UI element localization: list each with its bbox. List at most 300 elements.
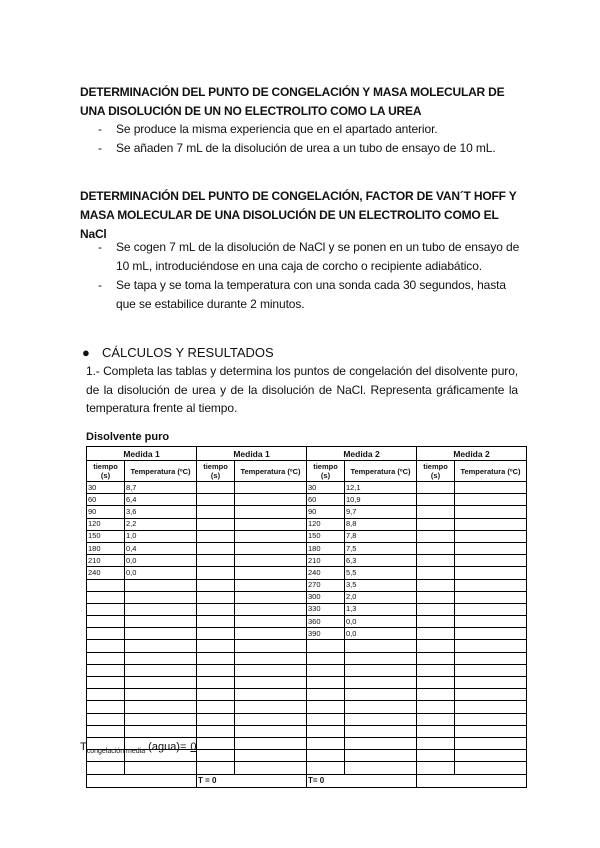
time-cell — [197, 737, 235, 749]
table-row — [417, 725, 527, 737]
time-cell — [87, 677, 125, 689]
table-row — [417, 567, 527, 579]
temperature-cell — [125, 701, 197, 713]
time-cell — [87, 689, 125, 701]
temperature-cell — [235, 701, 307, 713]
temperature-cell — [455, 482, 527, 494]
time-cell — [197, 494, 235, 506]
table-row — [417, 652, 527, 664]
temperature-cell — [125, 713, 197, 725]
table-row — [307, 482, 417, 494]
col-header-temperatura: Temperatura (ºC) — [455, 461, 527, 482]
table-row — [197, 725, 307, 737]
data-table-2 — [196, 446, 307, 788]
temperature-cell — [455, 518, 527, 530]
time-cell — [417, 664, 455, 676]
temperature-cell — [455, 567, 527, 579]
temperature-cell — [345, 640, 417, 652]
time-cell: 30 — [87, 482, 125, 494]
time-cell — [87, 713, 125, 725]
time-cell — [197, 725, 235, 737]
table-row — [417, 640, 527, 652]
temperature-cell — [455, 591, 527, 603]
temperature-cell — [345, 713, 417, 725]
temperature-cell — [455, 750, 527, 762]
section2-title: DETERMINACIÓN DEL PUNTO DE CONGELACIÓN, FACTOR DE VAN´T HOFF Y MASA MOLECULAR DE UNA DISOLUCIÓN DE UN ELECTROLITO COMO EL NaCl — [80, 189, 517, 241]
table-row — [197, 640, 307, 652]
time-cell: 30 — [307, 482, 345, 494]
temperature-cell: 1,3 — [345, 603, 417, 615]
temperature-cell — [455, 640, 527, 652]
table-row — [197, 762, 307, 774]
col-header-tiempo: tiempo (s) — [307, 461, 345, 482]
calc-instructions: 1.- Completa las tablas y determina los puntos de congelación del disolvente puro, de la disolución de urea y de la disolución de NaCl. Representa gráficamente la temperatura frente al tiempo. — [86, 364, 518, 415]
temperature-cell — [125, 603, 197, 615]
time-cell — [417, 737, 455, 749]
time-cell — [417, 482, 455, 494]
table-row — [197, 750, 307, 762]
table-row — [87, 591, 197, 603]
time-cell — [197, 762, 235, 774]
temperature-cell — [125, 664, 197, 676]
table-row — [307, 640, 417, 652]
time-cell — [87, 701, 125, 713]
table-row — [87, 689, 197, 701]
table-title: Medida 1 — [197, 447, 307, 461]
table-row — [197, 616, 307, 628]
temperature-cell: 0,4 — [125, 542, 197, 554]
temperature-cell — [455, 713, 527, 725]
temperature-cell — [235, 579, 307, 591]
temperature-cell — [455, 628, 527, 640]
table-row — [417, 591, 527, 603]
table-row — [417, 750, 527, 762]
table-row — [197, 591, 307, 603]
table-row — [307, 591, 417, 603]
time-cell — [197, 555, 235, 567]
time-cell — [197, 652, 235, 664]
time-cell — [307, 652, 345, 664]
time-cell — [417, 725, 455, 737]
table-row — [87, 664, 197, 676]
table-title: Medida 2 — [417, 447, 527, 461]
temperature-cell — [235, 725, 307, 737]
table-row — [197, 506, 307, 518]
time-cell — [417, 628, 455, 640]
col-header-temperatura: Temperatura (ºC) — [125, 461, 197, 482]
temperature-cell: 8,7 — [125, 482, 197, 494]
time-cell — [307, 725, 345, 737]
list-item: - Se tapa y se toma la temperatura con una sonda cada 30 segundos, hasta que se estabilice durante 2 minutos. — [98, 278, 506, 311]
time-cell: 210 — [87, 555, 125, 567]
table-row — [197, 530, 307, 542]
temperature-cell — [455, 579, 527, 591]
temperature-cell — [125, 762, 197, 774]
section2-list — [80, 238, 520, 314]
time-cell — [417, 640, 455, 652]
data-table-1 — [86, 446, 197, 788]
section1-title: DETERMINACIÓN DEL PUNTO DE CONGELACIÓN Y MASA MOLECULAR DE UNA DISOLUCIÓN DE UN NO ELECTROLITO COMO LA UREA — [80, 85, 505, 118]
table-row — [87, 701, 197, 713]
temperature-cell: 8,8 — [345, 518, 417, 530]
temperature-cell — [455, 555, 527, 567]
temperature-cell — [455, 725, 527, 737]
time-cell — [197, 689, 235, 701]
temperature-cell — [235, 616, 307, 628]
table-row — [417, 603, 527, 615]
table-row — [87, 762, 197, 774]
table-row — [197, 518, 307, 530]
temperature-cell — [235, 518, 307, 530]
temperature-cell — [455, 506, 527, 518]
table-footer — [87, 774, 197, 787]
temperature-cell: 6,4 — [125, 494, 197, 506]
table-row — [87, 652, 197, 664]
temperature-cell — [235, 762, 307, 774]
table-title: Medida 1 — [87, 447, 197, 461]
time-cell: 180 — [87, 542, 125, 554]
col-header-tiempo: tiempo (s) — [197, 461, 235, 482]
table-row — [87, 603, 197, 615]
temperature-cell — [235, 506, 307, 518]
time-cell — [417, 689, 455, 701]
table-row — [307, 518, 417, 530]
table-row — [307, 555, 417, 567]
table-row — [197, 713, 307, 725]
table-row — [197, 628, 307, 640]
table-row — [417, 737, 527, 749]
time-cell: 150 — [307, 530, 345, 542]
temperature-cell — [235, 603, 307, 615]
temperature-cell — [125, 689, 197, 701]
time-cell — [307, 689, 345, 701]
temperature-cell — [455, 542, 527, 554]
time-cell — [417, 579, 455, 591]
section1-list — [80, 120, 520, 158]
data-table-4 — [416, 446, 527, 788]
temperature-cell — [345, 737, 417, 749]
table-row — [87, 555, 197, 567]
table-row — [307, 579, 417, 591]
time-cell — [197, 628, 235, 640]
time-cell: 390 — [307, 628, 345, 640]
table-row — [417, 713, 527, 725]
temperature-cell — [455, 652, 527, 664]
time-cell: 180 — [307, 542, 345, 554]
temperature-cell: 2,2 — [125, 518, 197, 530]
table-row — [417, 542, 527, 554]
temperature-cell — [235, 542, 307, 554]
time-cell — [307, 762, 345, 774]
temperature-cell — [125, 579, 197, 591]
table-title: Medida 2 — [307, 447, 417, 461]
time-cell — [307, 640, 345, 652]
temperature-cell: 3,6 — [125, 506, 197, 518]
time-cell — [417, 677, 455, 689]
temperature-cell — [455, 701, 527, 713]
temperature-cell — [125, 616, 197, 628]
temperature-cell — [235, 591, 307, 603]
table-row — [307, 603, 417, 615]
table-row — [307, 664, 417, 676]
temperature-cell: 7,5 — [345, 542, 417, 554]
time-cell — [87, 652, 125, 664]
temperature-cell — [455, 530, 527, 542]
temperature-cell — [345, 652, 417, 664]
table-row — [87, 579, 197, 591]
table-row — [417, 506, 527, 518]
temperature-cell — [235, 689, 307, 701]
temperature-cell — [125, 652, 197, 664]
table-row — [197, 689, 307, 701]
temperature-cell: 0,0 — [125, 567, 197, 579]
table-row — [197, 494, 307, 506]
time-cell — [87, 603, 125, 615]
table-row — [87, 713, 197, 725]
time-cell — [87, 616, 125, 628]
temperature-cell — [235, 482, 307, 494]
list-item: - Se cogen 7 mL de la disolución de NaCl y se ponen en un tubo de ensayo de 10 mL, introduciéndose en una caja de corcho o recipiente adiabático. — [98, 240, 520, 273]
temperature-cell — [235, 713, 307, 725]
time-cell — [417, 750, 455, 762]
table-row — [417, 494, 527, 506]
time-cell — [87, 591, 125, 603]
table-row — [87, 628, 197, 640]
table-row — [307, 567, 417, 579]
time-cell: 300 — [307, 591, 345, 603]
time-cell — [197, 713, 235, 725]
table-row — [87, 677, 197, 689]
temperature-cell — [125, 640, 197, 652]
temperature-cell: 0,0 — [345, 628, 417, 640]
time-cell — [417, 603, 455, 615]
table-row — [307, 762, 417, 774]
table-row — [307, 616, 417, 628]
table-row — [307, 652, 417, 664]
temperature-cell — [345, 689, 417, 701]
table-row — [197, 603, 307, 615]
time-cell: 120 — [307, 518, 345, 530]
temperature-cell — [345, 762, 417, 774]
time-cell — [417, 530, 455, 542]
time-cell — [87, 664, 125, 676]
table-row — [197, 542, 307, 554]
table-row — [417, 530, 527, 542]
temperature-cell — [125, 628, 197, 640]
time-cell — [417, 713, 455, 725]
col-header-tiempo: tiempo (s) — [87, 461, 125, 482]
time-cell — [417, 494, 455, 506]
time-cell — [417, 506, 455, 518]
temperature-cell: 3,5 — [345, 579, 417, 591]
table-footer — [417, 774, 527, 787]
table-row — [87, 506, 197, 518]
temperature-cell — [455, 689, 527, 701]
temperature-cell — [455, 762, 527, 774]
time-cell — [417, 591, 455, 603]
time-cell — [307, 701, 345, 713]
table-row — [87, 567, 197, 579]
time-cell — [307, 750, 345, 762]
freezing-point-result: $T_{congelación media}$ (agua)= 0 — [80, 741, 197, 756]
time-cell — [417, 542, 455, 554]
temperature-cell: 9,7 — [345, 506, 417, 518]
temperature-cell — [455, 616, 527, 628]
table-row — [307, 689, 417, 701]
time-cell — [197, 506, 235, 518]
time-cell — [197, 579, 235, 591]
time-cell — [197, 664, 235, 676]
table-row — [417, 616, 527, 628]
temperature-cell — [455, 737, 527, 749]
time-cell — [417, 652, 455, 664]
time-cell: 90 — [307, 506, 345, 518]
table-row — [307, 750, 417, 762]
table-row — [87, 482, 197, 494]
table-row — [307, 713, 417, 725]
temperature-cell: 7,8 — [345, 530, 417, 542]
table-caption: Disolvente puro — [86, 431, 170, 443]
temperature-cell: 5,5 — [345, 567, 417, 579]
table-row — [197, 664, 307, 676]
table-row — [417, 579, 527, 591]
temperature-cell — [235, 677, 307, 689]
table-row — [307, 701, 417, 713]
table-row — [417, 518, 527, 530]
table-footer: T= 0 — [307, 774, 417, 787]
table-row — [307, 737, 417, 749]
temperature-cell — [235, 567, 307, 579]
temperature-cell — [235, 664, 307, 676]
table-row — [307, 506, 417, 518]
time-cell — [417, 555, 455, 567]
temperature-cell — [455, 603, 527, 615]
time-cell — [87, 628, 125, 640]
table-row — [197, 579, 307, 591]
temperature-cell — [235, 628, 307, 640]
temperature-cell — [455, 664, 527, 676]
temperature-cell — [345, 664, 417, 676]
table-row — [87, 616, 197, 628]
temperature-cell — [235, 750, 307, 762]
temperature-cell: 6,3 — [345, 555, 417, 567]
time-cell: 270 — [307, 579, 345, 591]
table-row — [417, 664, 527, 676]
calc-heading: ● CÁLCULOS Y RESULTADOS — [82, 345, 274, 360]
table-row — [307, 677, 417, 689]
temperature-cell — [125, 725, 197, 737]
time-cell: 90 — [87, 506, 125, 518]
time-cell — [197, 518, 235, 530]
time-cell — [417, 518, 455, 530]
time-cell — [417, 616, 455, 628]
temperature-cell: 1,0 — [125, 530, 197, 542]
temperature-cell — [235, 555, 307, 567]
time-cell: 60 — [87, 494, 125, 506]
col-header-temperatura: Temperatura (ºC) — [345, 461, 417, 482]
temperature-cell — [345, 725, 417, 737]
data-table-3 — [306, 446, 417, 788]
time-cell — [197, 603, 235, 615]
temperature-cell — [455, 494, 527, 506]
temperature-cell — [235, 530, 307, 542]
temperature-cell — [125, 591, 197, 603]
table-row — [417, 689, 527, 701]
time-cell — [197, 677, 235, 689]
freezing-value: 0 — [190, 741, 197, 753]
col-header-temperatura: Temperatura (ºC) — [235, 461, 307, 482]
time-cell — [87, 640, 125, 652]
table-row — [197, 482, 307, 494]
table-row — [87, 725, 197, 737]
temperature-cell: 12,1 — [345, 482, 417, 494]
time-cell — [417, 567, 455, 579]
time-cell — [197, 567, 235, 579]
time-cell: 240 — [87, 567, 125, 579]
time-cell: 150 — [87, 530, 125, 542]
table-row — [307, 725, 417, 737]
table-row — [307, 542, 417, 554]
temperature-cell — [345, 701, 417, 713]
table-row — [197, 677, 307, 689]
temperature-cell — [345, 677, 417, 689]
time-cell: 60 — [307, 494, 345, 506]
table-row — [87, 640, 197, 652]
time-cell — [197, 530, 235, 542]
time-cell — [197, 482, 235, 494]
time-cell — [197, 701, 235, 713]
time-cell — [197, 640, 235, 652]
time-cell — [197, 750, 235, 762]
time-cell: 210 — [307, 555, 345, 567]
table-row — [197, 701, 307, 713]
time-cell — [197, 542, 235, 554]
temperature-cell: 2,0 — [345, 591, 417, 603]
table-row — [417, 677, 527, 689]
table-row — [197, 652, 307, 664]
table-row — [307, 628, 417, 640]
temperature-cell — [235, 640, 307, 652]
time-cell — [197, 616, 235, 628]
temperature-cell — [345, 750, 417, 762]
col-header-tiempo: tiempo (s) — [417, 461, 455, 482]
list-item: - Se añaden 7 mL de la disolución de urea a un tubo de ensayo de 10 mL. — [98, 141, 496, 155]
table-row — [197, 737, 307, 749]
table-row — [87, 530, 197, 542]
list-item: - Se produce la misma experiencia que en el apartado anterior. — [98, 122, 438, 136]
temperature-cell: 0,0 — [125, 555, 197, 567]
temperature-cell — [235, 652, 307, 664]
time-cell: 330 — [307, 603, 345, 615]
table-row — [307, 494, 417, 506]
temperature-cell: 10,9 — [345, 494, 417, 506]
time-cell — [417, 762, 455, 774]
temperature-cell — [125, 677, 197, 689]
time-cell — [87, 762, 125, 774]
table-row — [87, 494, 197, 506]
table-row — [197, 567, 307, 579]
table-row — [417, 482, 527, 494]
table-row — [417, 555, 527, 567]
table-row — [417, 628, 527, 640]
table-row — [197, 555, 307, 567]
table-row — [417, 762, 527, 774]
temperature-cell: 0,0 — [345, 616, 417, 628]
table-row — [87, 542, 197, 554]
temperature-cell — [235, 737, 307, 749]
time-cell — [307, 677, 345, 689]
bullet-icon: ● — [82, 345, 90, 360]
